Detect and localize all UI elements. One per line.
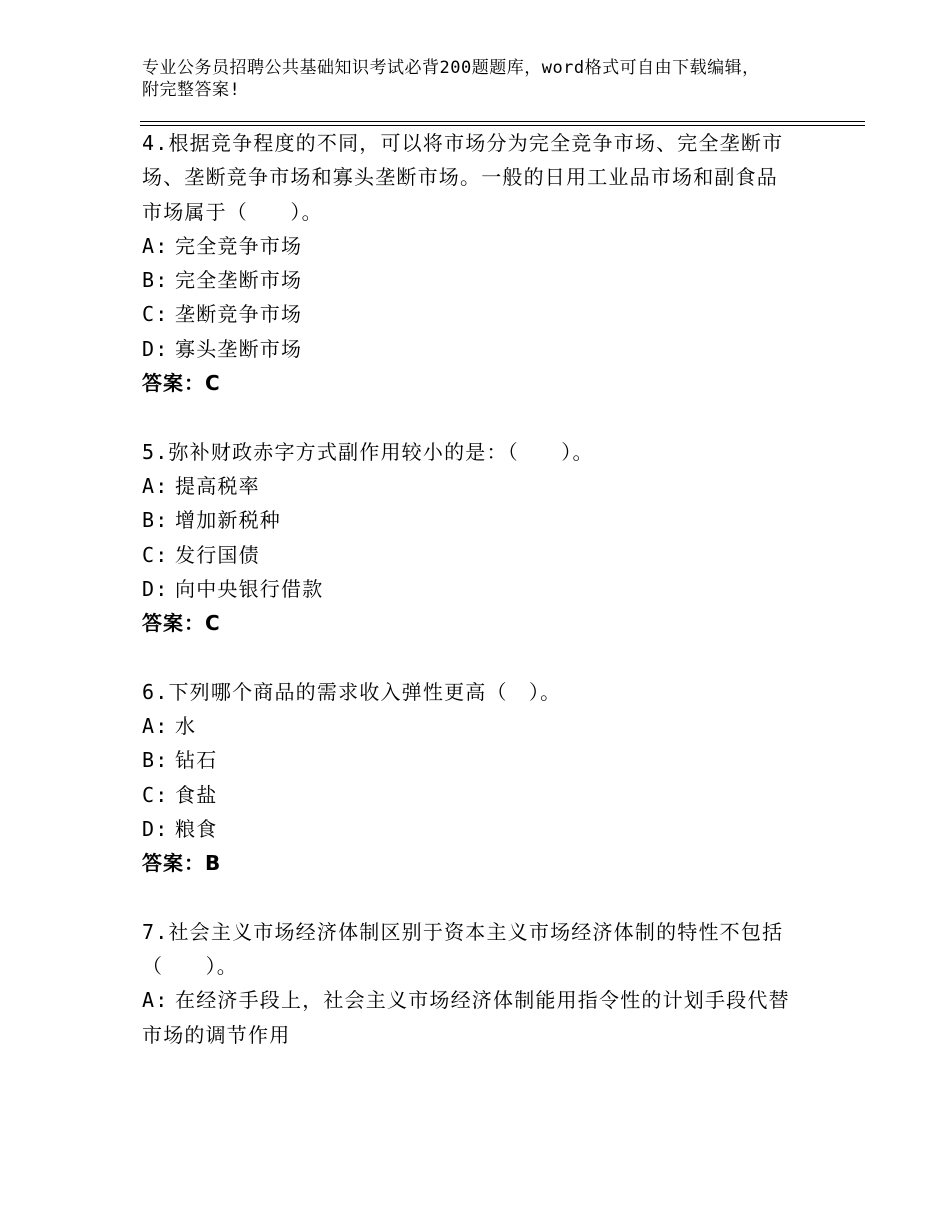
- header-line-1: 专业公务员招聘公共基础知识考试必背200题题库，word格式可自由下载编辑，: [142, 58, 760, 78]
- option-b: [142, 263, 822, 297]
- document-header: [142, 57, 822, 101]
- option-continuation: 市场的调节作用: [142, 1022, 291, 1047]
- option-label: C:: [142, 542, 169, 567]
- question-4: [142, 126, 822, 400]
- question-text-line: （ ）。: [142, 954, 238, 979]
- option-label: D:: [142, 816, 169, 841]
- option-label: D:: [142, 576, 169, 601]
- option-a: [142, 229, 822, 263]
- option-d: [142, 572, 822, 606]
- question-text-line: 5.弥补财政赤字方式副作用较小的是：（ ）。: [142, 439, 594, 464]
- question-text-line: 6.下列哪个商品的需求收入弹性更高（ ）。: [142, 679, 562, 704]
- option-text: 发行国债: [175, 542, 260, 567]
- option-text: 完全竞争市场: [175, 233, 303, 258]
- option-text: 粮食: [175, 816, 218, 841]
- option-a: [142, 709, 822, 743]
- option-text: 增加新税种: [175, 508, 281, 533]
- option-text: 垄断竞争市场: [175, 302, 303, 327]
- answer-line: 答案：B: [142, 851, 222, 876]
- option-label: B:: [142, 748, 169, 773]
- option-label: C:: [142, 302, 169, 327]
- question-text-line: 7.社会主义市场经济体制区别于资本主义市场经济体制的特性不包括: [142, 919, 784, 944]
- option-label: D:: [142, 336, 169, 361]
- option-label: C:: [142, 782, 169, 807]
- option-text: 食盐: [175, 782, 218, 807]
- option-c: [142, 778, 822, 812]
- question-text-line: 市场属于（ ）。: [142, 199, 323, 224]
- option-label: B:: [142, 508, 169, 533]
- question-5: [142, 435, 822, 641]
- option-d: [142, 332, 822, 366]
- question-6: [142, 675, 822, 881]
- header-line-2: 附完整答案!: [142, 80, 241, 100]
- question-text-line: 4.根据竞争程度的不同，可以将市场分为完全竞争市场、完全垄断市: [142, 131, 784, 155]
- question-text-line: 场、垄断竞争市场和寡头垄断市场。一般的日用工业品市场和副食品: [142, 165, 778, 190]
- answer-line: 答案：C: [142, 611, 221, 636]
- option-a: [142, 469, 822, 503]
- option-c: [142, 538, 822, 572]
- option-text: 寡头垄断市场: [175, 336, 303, 361]
- option-text: 水: [175, 714, 197, 739]
- option-text: 向中央银行借款: [175, 576, 324, 601]
- option-b: [142, 743, 822, 777]
- option-d: [142, 812, 822, 846]
- option-a: [142, 983, 822, 1017]
- option-label: A:: [142, 473, 169, 498]
- option-label: A:: [142, 988, 169, 1013]
- option-text: 提高税率: [175, 473, 260, 498]
- question-7: [142, 915, 822, 1052]
- option-label: B:: [142, 268, 169, 293]
- answer-line: 答案：C: [142, 371, 221, 396]
- option-text: 在经济手段上，社会主义市场经济体制能用指令性的计划手段代替: [175, 988, 790, 1013]
- question-list: [142, 126, 822, 1052]
- option-label: A:: [142, 233, 169, 258]
- option-text: 完全垄断市场: [175, 268, 303, 293]
- option-c: [142, 297, 822, 331]
- option-b: [142, 503, 822, 537]
- option-text: 钻石: [175, 748, 218, 773]
- header-divider-top: [140, 121, 865, 122]
- option-label: A:: [142, 714, 169, 739]
